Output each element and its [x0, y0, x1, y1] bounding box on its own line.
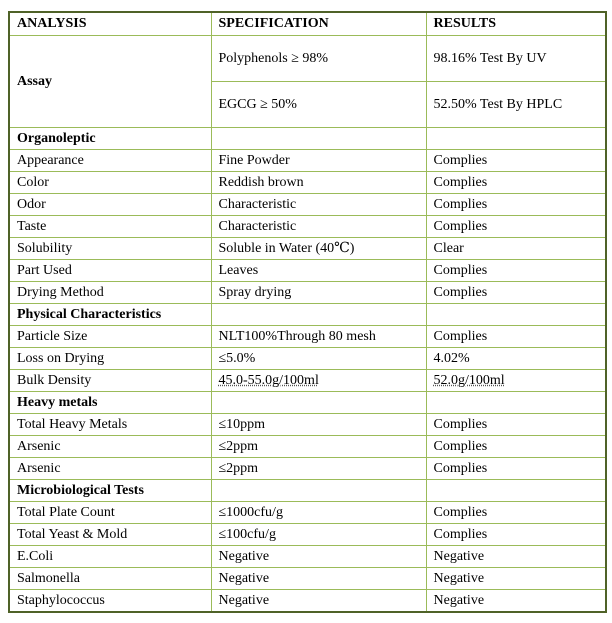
spec-cell: Soluble in Water (40℃) [211, 238, 426, 260]
table-row [9, 282, 606, 304]
analysis-cell: Loss on Drying [9, 348, 211, 370]
section-title: Physical Characteristics [9, 304, 211, 326]
result-cell: Complies [426, 436, 606, 458]
result-cell: Complies [426, 216, 606, 238]
analysis-cell: Arsenic [9, 458, 211, 480]
result-cell: Negative [426, 590, 606, 613]
table-row [9, 370, 606, 392]
table-row [9, 436, 606, 458]
section-row [9, 304, 606, 326]
empty-cell [211, 392, 426, 414]
analysis-cell: E.Coli [9, 546, 211, 568]
assay-result: 52.50% Test By HPLC [426, 82, 606, 128]
table-row [9, 326, 606, 348]
result-cell: Complies [426, 260, 606, 282]
header-results: RESULTS [426, 12, 606, 36]
spec-cell: ≤100cfu/g [211, 524, 426, 546]
header-analysis: ANALYSIS [9, 12, 211, 36]
table-row [9, 458, 606, 480]
spec-cell: Negative [211, 590, 426, 613]
analysis-table [8, 11, 607, 613]
table-row [9, 568, 606, 590]
analysis-cell: Solubility [9, 238, 211, 260]
result-cell: Complies [426, 172, 606, 194]
assay-label: Assay [9, 36, 211, 128]
assay-spec: EGCG ≥ 50% [211, 82, 426, 128]
assay-spec: Polyphenols ≥ 98% [211, 36, 426, 82]
table-row [9, 590, 606, 613]
header-row [9, 12, 606, 36]
table-row [9, 260, 606, 282]
analysis-cell: Staphylococcus [9, 590, 211, 613]
spec-cell: ≤5.0% [211, 348, 426, 370]
table-row [9, 194, 606, 216]
result-cell: Negative [426, 568, 606, 590]
empty-cell [426, 392, 606, 414]
spec-cell: Negative [211, 546, 426, 568]
result-cell: Complies [426, 502, 606, 524]
spec-cell: Characteristic [211, 194, 426, 216]
analysis-cell: Arsenic [9, 436, 211, 458]
spec-cell: Leaves [211, 260, 426, 282]
section-title: Microbiological Tests [9, 480, 211, 502]
empty-cell [426, 128, 606, 150]
result-cell: Complies [426, 150, 606, 172]
spec-cell: Fine Powder [211, 150, 426, 172]
spec-cell: ≤2ppm [211, 458, 426, 480]
spec-cell: ≤1000cfu/g [211, 502, 426, 524]
table-row [9, 150, 606, 172]
analysis-cell: Drying Method [9, 282, 211, 304]
result-cell: 52.0g/100ml [426, 370, 606, 392]
result-cell: 4.02% [426, 348, 606, 370]
section-row [9, 480, 606, 502]
analysis-cell: Taste [9, 216, 211, 238]
spec-cell: ≤2ppm [211, 436, 426, 458]
analysis-cell: Total Yeast & Mold [9, 524, 211, 546]
spec-cell: NLT100%Through 80 mesh [211, 326, 426, 348]
result-cell: Negative [426, 546, 606, 568]
table-row [9, 172, 606, 194]
spec-cell: 45.0-55.0g/100ml [211, 370, 426, 392]
table-row [9, 502, 606, 524]
header-specification: SPECIFICATION [211, 12, 426, 36]
assay-row [9, 36, 606, 82]
result-cell: Complies [426, 194, 606, 216]
table-row [9, 216, 606, 238]
result-cell: Clear [426, 238, 606, 260]
table-row [9, 414, 606, 436]
empty-cell [426, 480, 606, 502]
table-row [9, 546, 606, 568]
section-title: Heavy metals [9, 392, 211, 414]
result-cell: Complies [426, 414, 606, 436]
assay-result: 98.16% Test By UV [426, 36, 606, 82]
table-row [9, 348, 606, 370]
table-row [9, 238, 606, 260]
result-cell: Complies [426, 282, 606, 304]
spec-cell: Negative [211, 568, 426, 590]
empty-cell [211, 480, 426, 502]
result-cell: Complies [426, 326, 606, 348]
analysis-cell: Bulk Density [9, 370, 211, 392]
analysis-cell: Odor [9, 194, 211, 216]
empty-cell [426, 304, 606, 326]
section-row [9, 128, 606, 150]
result-cell: Complies [426, 458, 606, 480]
analysis-cell: Salmonella [9, 568, 211, 590]
analysis-cell: Appearance [9, 150, 211, 172]
result-cell: Complies [426, 524, 606, 546]
empty-cell [211, 304, 426, 326]
section-row [9, 392, 606, 414]
spec-cell: ≤10ppm [211, 414, 426, 436]
analysis-cell: Total Heavy Metals [9, 414, 211, 436]
spec-cell: Characteristic [211, 216, 426, 238]
analysis-cell: Total Plate Count [9, 502, 211, 524]
table-row [9, 524, 606, 546]
analysis-cell: Color [9, 172, 211, 194]
empty-cell [211, 128, 426, 150]
spec-cell: Spray drying [211, 282, 426, 304]
analysis-cell: Part Used [9, 260, 211, 282]
section-title: Organoleptic [9, 128, 211, 150]
spec-cell: Reddish brown [211, 172, 426, 194]
analysis-cell: Particle Size [9, 326, 211, 348]
